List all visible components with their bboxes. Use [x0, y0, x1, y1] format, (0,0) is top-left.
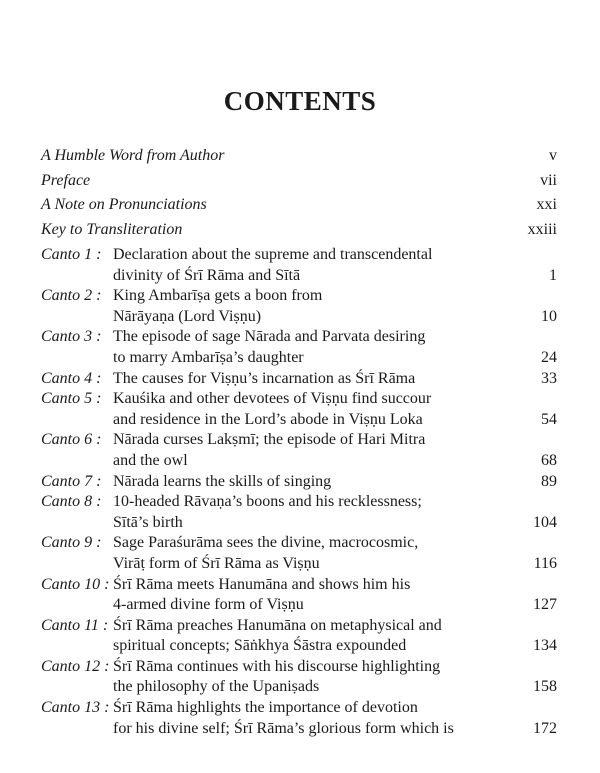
canto-label: Canto 8 : — [41, 493, 102, 511]
canto-line — [113, 327, 557, 348]
canto-line — [113, 616, 557, 637]
toc-page-number: 10 — [541, 307, 557, 325]
canto-description — [113, 472, 557, 493]
toc-entry — [41, 169, 557, 194]
canto-line — [113, 554, 557, 575]
canto-line — [113, 451, 557, 472]
toc-entry — [41, 657, 557, 698]
toc-entry — [41, 193, 557, 218]
canto-label: Canto 5 : — [41, 390, 102, 408]
toc-page-number: 104 — [533, 513, 557, 531]
toc-entry — [41, 472, 557, 493]
canto-line-text: Kauśika and other devotees of Viṣṇu find succour — [113, 390, 432, 408]
canto-line-text: Declaration about the supreme and transcendental — [113, 246, 433, 263]
canto-line-text: spiritual concepts; Sāṅkhya Śāstra expounded — [113, 637, 407, 655]
toc-page-number: xxiii — [527, 220, 557, 238]
canto-label: Canto 1 : — [41, 246, 102, 263]
toc-entry-title: Key to Transliteration — [41, 220, 183, 238]
toc-page-number: xxi — [536, 196, 557, 213]
toc-page-number: 172 — [533, 719, 557, 737]
canto-line — [113, 307, 557, 328]
toc-entry — [41, 492, 557, 533]
canto-line-text: Nārada learns the skills of singing — [113, 472, 332, 490]
canto-line-text: to marry Ambarīṣa’s daughter — [113, 348, 304, 366]
toc-entry — [41, 616, 557, 657]
canto-label: Canto 13 : — [41, 699, 110, 717]
toc-entry — [41, 389, 557, 430]
toc-entry — [41, 218, 557, 243]
canto-line — [113, 389, 557, 410]
toc-entry — [41, 533, 557, 574]
canto-description — [113, 286, 557, 327]
canto-line-text: Nārāyaṇa (Lord Viṣṇu) — [113, 307, 262, 325]
canto-description — [113, 327, 557, 368]
canto-line-text: Virāṭ form of Śrī Rāma as Viṣṇu — [113, 554, 320, 572]
canto-line-text: divinity of Śrī Rāma and Sītā — [113, 266, 301, 284]
canto-label: Canto 11 : — [41, 616, 109, 634]
canto-line-text: and the owl — [113, 451, 188, 469]
canto-description — [113, 430, 557, 471]
canto-description — [113, 698, 557, 739]
toc-entry — [41, 369, 557, 390]
canto-description — [113, 369, 557, 390]
canto-line — [113, 430, 557, 451]
canto-line-text: The episode of sage Nārada and Parvata desiring — [113, 328, 426, 346]
toc-entry-title: A Note on Pronunciations — [41, 196, 207, 213]
canto-description — [113, 575, 557, 616]
toc-entry — [41, 698, 557, 739]
toc-entry-title: Preface — [41, 171, 91, 189]
canto-line-text: for his divine self; Śrī Rāma’s glorious form which is — [113, 719, 454, 737]
toc-entry — [41, 245, 557, 286]
toc-entry-title: A Humble Word from Author — [41, 147, 225, 164]
canto-line — [113, 245, 557, 266]
canto-line-text: Śrī Rāma preaches Hanumāna on metaphysical and — [113, 616, 442, 634]
canto-line-text: The causes for Viṣṇu’s incarnation as Śrī Rāma — [113, 369, 416, 387]
canto-line — [113, 595, 557, 616]
canto-label: Canto 10 : — [41, 575, 110, 593]
canto-description — [113, 492, 557, 533]
toc-page-number: vii — [540, 171, 557, 189]
canto-line — [113, 472, 557, 493]
canto-label: Canto 3 : — [41, 328, 102, 346]
canto-label: Canto 6 : — [41, 431, 102, 449]
canto-line — [113, 266, 557, 287]
toc-entry — [41, 327, 557, 368]
canto-line-text: Śrī Rāma meets Hanumāna and shows him his — [113, 575, 411, 593]
canto-line-text: the philosophy of the Upaniṣads — [113, 678, 320, 696]
canto-line-text: Śrī Rāma continues with his discourse highlighting — [113, 657, 441, 675]
canto-line — [113, 575, 557, 596]
toc-page-number: 116 — [533, 554, 557, 572]
toc-page-number: 1 — [549, 266, 557, 284]
toc-page-number: 54 — [541, 410, 557, 428]
toc-page-number: 134 — [533, 637, 557, 655]
canto-line — [113, 513, 557, 534]
canto-line — [113, 657, 557, 678]
canto-line-text: King Ambarīṣa gets a boon from — [113, 287, 323, 305]
canto-line-text: Śrī Rāma highlights the importance of devotion — [113, 699, 418, 717]
canto-description — [113, 389, 557, 430]
canto-line — [113, 348, 557, 369]
canto-label: Canto 7 : — [41, 472, 102, 490]
toc-page-number: 127 — [533, 596, 557, 614]
canto-label: Canto 12 : — [41, 657, 110, 675]
canto-line — [113, 492, 557, 513]
canto-list — [41, 245, 557, 739]
canto-line — [113, 719, 557, 740]
canto-line — [113, 410, 557, 431]
toc-page-number: 33 — [541, 369, 557, 387]
canto-line — [113, 533, 557, 554]
canto-description — [113, 657, 557, 698]
page-title: CONTENTS — [223, 86, 377, 116]
toc-page-number: 68 — [541, 451, 557, 469]
canto-line-text: Sage Paraśurāma sees the divine, macrocosmic, — [113, 534, 419, 552]
toc-page-number: 158 — [533, 678, 557, 696]
canto-label: Canto 2 : — [41, 287, 102, 305]
toc-entry — [41, 144, 557, 169]
canto-line-text: and residence in the Lord’s abode in Viṣṇu Loka — [113, 410, 423, 428]
canto-line — [113, 286, 557, 307]
canto-line-text: 10-headed Rāvaṇa’s boons and his recklessness; — [113, 493, 422, 511]
canto-line-text: Nārada curses Lakṣmī; the episode of Hari Mitra — [113, 431, 426, 449]
toc-entry — [41, 430, 557, 471]
canto-description — [113, 245, 557, 286]
canto-line — [113, 698, 557, 719]
toc-page-number: v — [549, 147, 557, 164]
toc-entry — [41, 286, 557, 327]
canto-line — [113, 369, 557, 390]
canto-line-text: 4-armed divine form of Viṣṇu — [113, 596, 304, 614]
canto-line — [113, 636, 557, 657]
canto-description — [113, 533, 557, 574]
front-matter-list — [41, 144, 557, 242]
canto-line-text: Sītā’s birth — [113, 513, 183, 531]
canto-label: Canto 9 : — [41, 534, 102, 552]
canto-description — [113, 616, 557, 657]
canto-label: Canto 4 : — [41, 369, 102, 387]
toc-entry — [41, 575, 557, 616]
toc-page-number: 89 — [541, 472, 557, 490]
toc-page-number: 24 — [541, 348, 557, 366]
canto-line — [113, 677, 557, 698]
